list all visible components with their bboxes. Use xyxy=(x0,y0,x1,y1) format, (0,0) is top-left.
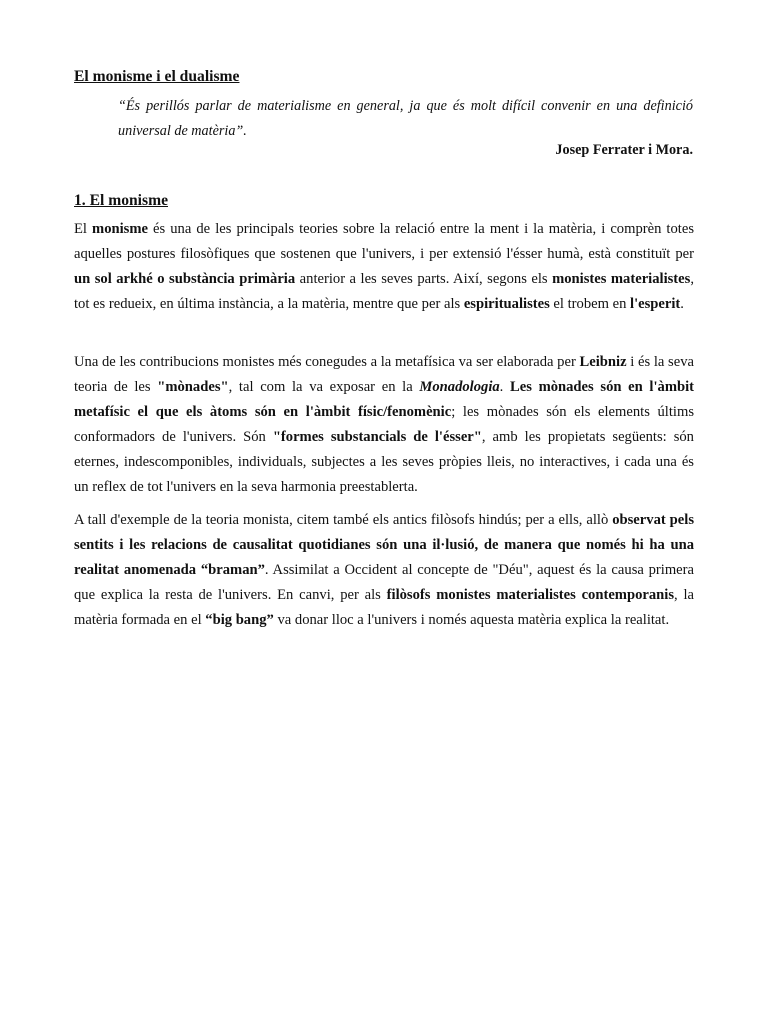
epigraph-quote: “És perillós parlar de materialisme en general, ja que és molt difícil convenir en una definició universal de matèria”. xyxy=(118,98,693,139)
paragraph-3 xyxy=(74,508,694,633)
text-segment: El xyxy=(74,221,93,237)
text-segment: el trobem en xyxy=(549,296,631,312)
text-segment: ; les mònades són els elements últims conformadors de l'univers. Són xyxy=(74,404,694,445)
text-segment: és una de les principals teories sobre la relació entre la ment i la matèria, i comprèn totes aquelles postures filosòfiques que sostenen que l'univers, i per extensió l'ésser humà, està constituït per xyxy=(74,221,694,262)
text-segment: . xyxy=(499,379,510,395)
text-segment: i és la seva teoria de les xyxy=(74,354,694,395)
text-segment: Una de les contribucions monistes més conegudes a la metafísica va ser elaborada per xyxy=(74,354,580,370)
document-title: El monisme i el dualisme xyxy=(74,68,240,85)
text-segment: , amb les propietats següents: són eternes, indescomponibles, individuals, subjectes a les seves pròpies lleis, no interactives, i cada una és un reflex de tot l'univers en la seva harmonia preestablerta. xyxy=(74,429,694,495)
paragraph-1 xyxy=(74,217,694,317)
text-segment: , tot es redueix, en última instància, a la matèria, mentre que per als xyxy=(74,271,694,312)
text-segment: Monadologia xyxy=(419,379,500,395)
text-segment: Les mònades són en l'àmbit metafísic el que els àtoms són en l'àmbit físic/fenomènic xyxy=(74,379,695,420)
text-segment: un sol arkhé o substància primària xyxy=(74,271,296,287)
text-segment: monisme xyxy=(92,221,148,237)
text-segment: anterior a les seves parts. Així, segons els xyxy=(295,271,553,287)
text-segment: , tal com la va exposar en la xyxy=(228,379,420,395)
text-segment: "mònades" xyxy=(157,379,229,395)
text-segment: “big bang” xyxy=(205,612,274,628)
text-segment: espiritualistes xyxy=(463,296,550,312)
text-segment: . Assimilat a Occident al concepte de "Déu", aquest és la causa primera que explica la resta de l'univers. En canvi, per als xyxy=(74,562,695,603)
text-segment: , la matèria formada en el xyxy=(74,587,694,628)
text-segment: "formes substancials de l'ésser" xyxy=(272,429,482,445)
section-heading: 1. El monisme xyxy=(74,192,168,209)
text-segment: observat pels sentits i les relacions de causalitat quotidianes són una il·lusió, de manera que només hi ha una realitat anomenada “braman” xyxy=(74,512,694,578)
text-segment: filòsofs monistes materialistes contemporanis xyxy=(386,587,674,603)
text-segment: A tall d'exemple de la teoria monista, citem també els antics filòsofs hindús; per a ells, allò xyxy=(74,512,613,528)
text-segment: monistes materialistes xyxy=(552,271,691,287)
paragraph-2 xyxy=(74,350,694,500)
text-segment: l'esperit xyxy=(630,296,681,312)
quote-author: Josep Ferrater i Mora. xyxy=(555,142,693,158)
text-segment: va donar lloc a l'univers i només aquesta matèria explica la realitat. xyxy=(273,612,670,628)
text-segment: . xyxy=(680,296,684,312)
text-segment: Leibniz xyxy=(579,354,627,370)
